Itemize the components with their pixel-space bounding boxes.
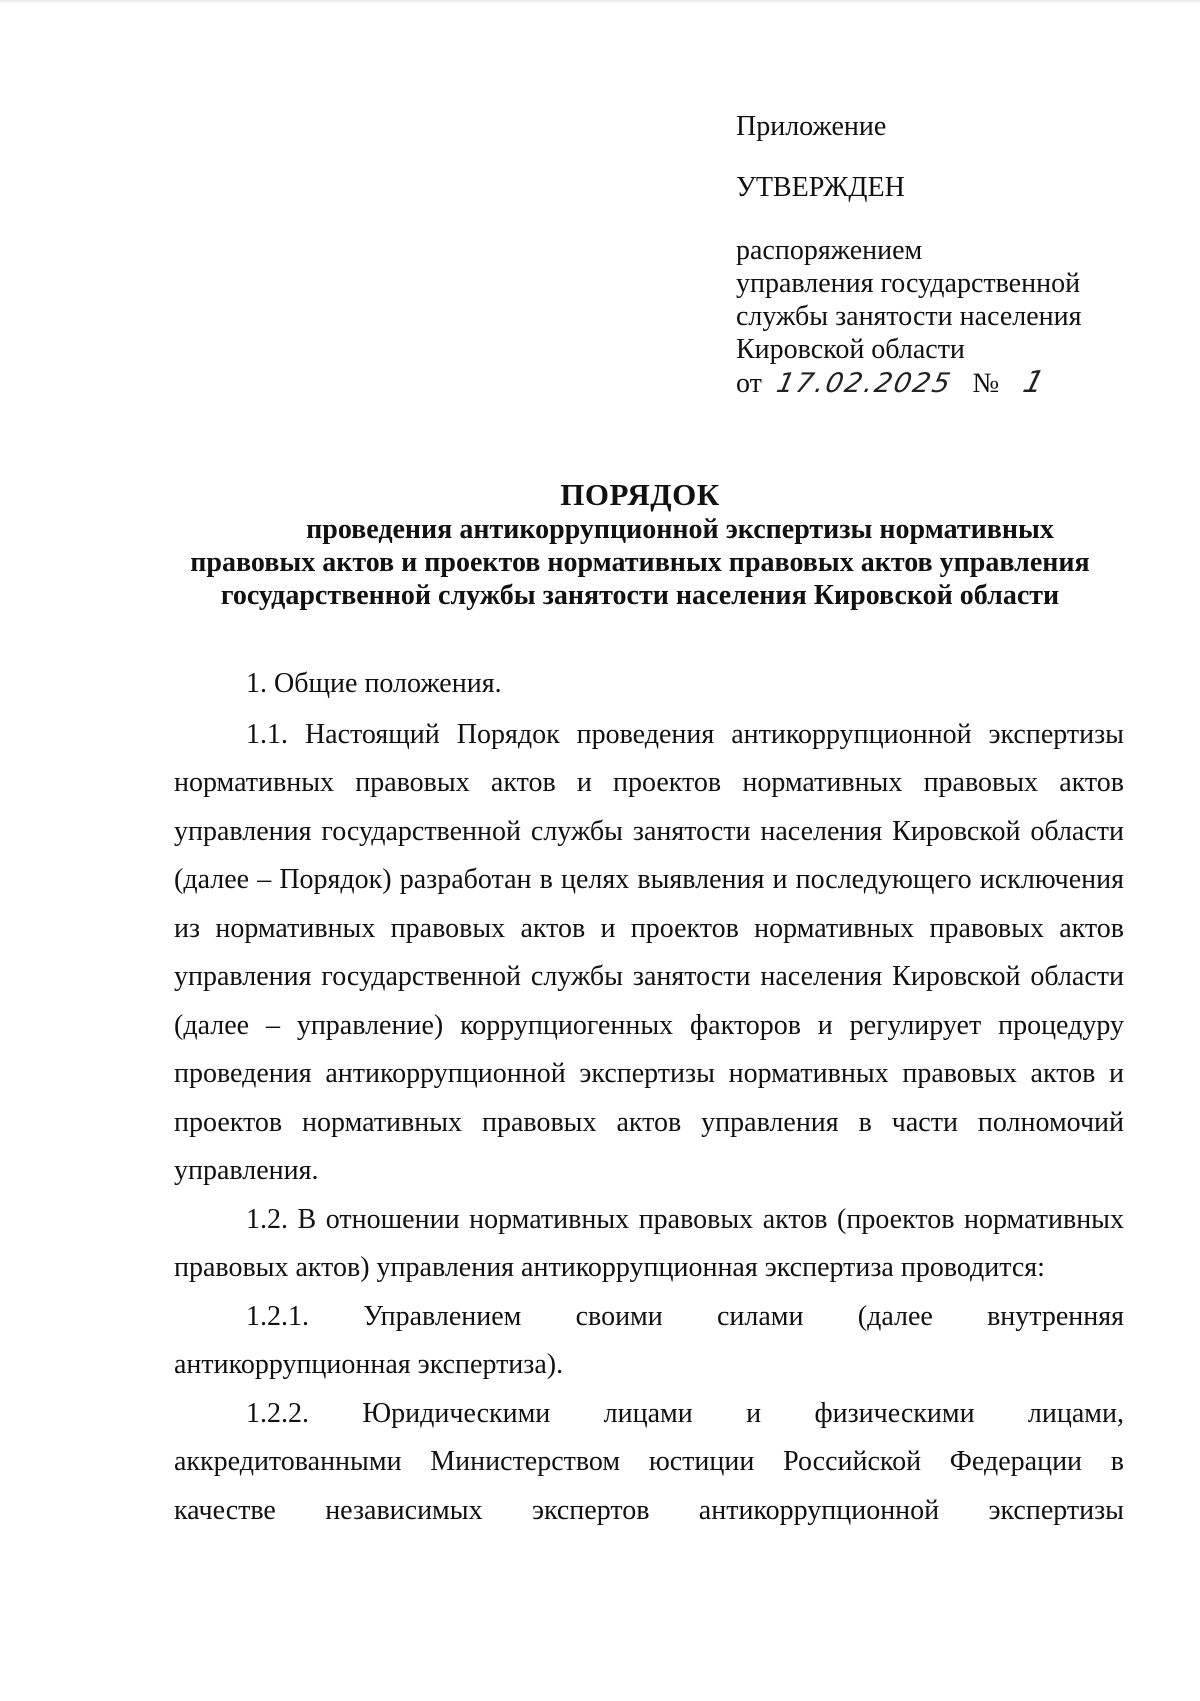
approval-date-row xyxy=(736,366,1126,400)
paragraph-1-2-1: 1.2.1. Управлением своими силами (далее внутренняя антикоррупционная экспертиза). xyxy=(174,1300,1124,1380)
approved-label: УТВЕРЖДЕН xyxy=(736,172,905,203)
approval-line-3 xyxy=(736,300,1124,333)
approval-line-2: управления государственной xyxy=(736,268,1081,299)
document-title: ПОРЯДОК xyxy=(560,477,720,512)
approval-line-3-word-1: службы xyxy=(736,301,829,332)
title-line-3: государственной службы занятости населения Кировской области xyxy=(220,580,1060,611)
approval-block xyxy=(736,110,1126,400)
paragraph-1-1: 1.1. Настоящий Порядок проведения антикоррупционной экспертизы нормативных правовых актов и проектов нормативных правовых актов управления государственной службы занятости населения Кировской области (далее – Порядок) разработан в целях выявления и последующего исключения из нормативных правовых актов и проектов нормативных правовых актов управления государственной службы занятости населения Кировской области (далее – управление) коррупциогенных факторов и регулирует процедуру проведения антикоррупционной экспертизы нормативных правовых актов и проектов нормативных правовых актов управления в части полномочий управления. xyxy=(174,718,1124,1186)
document-body xyxy=(174,660,1124,1535)
handwritten-number: 1 xyxy=(1019,365,1048,400)
approval-line-1: распоряжением xyxy=(736,235,923,266)
title-line-1: проведения антикоррупционной экспертизы нормативных xyxy=(306,514,1054,545)
approval-line-4: Кировской области xyxy=(736,334,965,365)
appendix-label: Приложение xyxy=(736,111,887,142)
section-heading-1: 1. Общие положения. xyxy=(246,668,502,699)
scan-edge xyxy=(0,0,1200,4)
document-title-block xyxy=(160,478,1120,612)
paragraph-1-2: 1.2. В отношении нормативных правовых актов (проектов нормативных правовых актов) управления антикоррупционная экспертиза проводится: xyxy=(174,1203,1124,1283)
paragraph-1-2-2: 1.2.2. Юридическими лицами и физическими лицами, аккредитованными Министерством юстиции Российской Федерации в качестве независимых экспертов антикоррупционной экспертизы xyxy=(174,1397,1124,1526)
approval-line-3-word-2: занятости xyxy=(835,301,953,332)
approval-line-3-word-3: населения xyxy=(959,301,1082,332)
title-line-2: правовых актов и проектов нормативных правовых актов управления xyxy=(190,547,1090,578)
handwritten-date: 17.02.2025 xyxy=(773,368,955,399)
date-prefix: от xyxy=(736,368,762,399)
number-sign: № xyxy=(972,368,1000,399)
